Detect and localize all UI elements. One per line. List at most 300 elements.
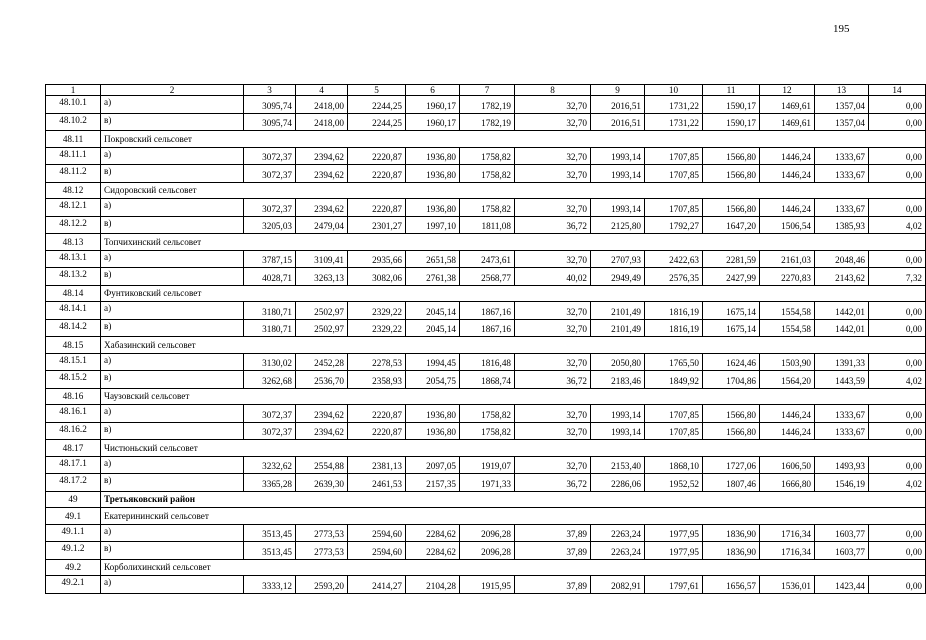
row-code: 48.13.2: [46, 268, 101, 286]
value-cell: 1816,19: [645, 319, 703, 337]
value-cell: 1816,48: [460, 353, 515, 371]
value-cell: 2016,51: [591, 113, 645, 131]
row-code: 48.13.1: [46, 250, 101, 268]
value-cell: 1782,19: [460, 113, 515, 131]
value-cell: 2554,88: [296, 456, 348, 474]
value-cell: 3262,68: [244, 371, 296, 389]
value-cell: 3263,13: [296, 268, 348, 286]
value-cell: 1506,54: [760, 216, 815, 234]
value-cell: 0,00: [869, 319, 926, 337]
value-cell: 1977,95: [645, 524, 703, 542]
value-cell: 1758,82: [460, 147, 515, 165]
row-subitem: в): [101, 165, 244, 183]
value-cell: 1849,92: [645, 371, 703, 389]
row-subitem: а): [101, 147, 244, 165]
section-row: [46, 388, 926, 405]
value-cell: 37,89: [515, 542, 591, 560]
value-cell: 2101,49: [591, 319, 645, 337]
section-row: [46, 285, 926, 302]
value-cell: 2286,06: [591, 474, 645, 492]
value-cell: 1758,82: [460, 405, 515, 423]
section-title: Фунтиковский сельсовет: [101, 285, 926, 302]
value-cell: 1993,14: [591, 165, 645, 183]
value-cell: 1566,80: [703, 165, 760, 183]
section-code: 48.17: [46, 440, 101, 457]
value-cell: 2358,93: [348, 371, 406, 389]
table-row: [46, 542, 926, 560]
value-cell: 1960,17: [406, 113, 460, 131]
section-code: 48.12: [46, 182, 101, 199]
value-cell: 1469,61: [760, 113, 815, 131]
value-cell: 2773,53: [296, 542, 348, 560]
value-cell: 1707,85: [645, 199, 703, 217]
value-cell: 1707,85: [645, 405, 703, 423]
section-row: [46, 559, 926, 576]
value-cell: 1731,22: [645, 96, 703, 114]
value-cell: 4,02: [869, 216, 926, 234]
value-cell: 2594,60: [348, 542, 406, 560]
value-cell: 1590,17: [703, 96, 760, 114]
value-cell: 1493,93: [815, 456, 869, 474]
column-number: 11: [703, 85, 760, 96]
section-title: Чистюньский сельсовет: [101, 440, 926, 457]
column-number: 12: [760, 85, 815, 96]
table-row: [46, 250, 926, 268]
value-cell: 2263,24: [591, 524, 645, 542]
value-cell: 37,89: [515, 576, 591, 594]
column-number: 14: [869, 85, 926, 96]
row-code: 48.16.2: [46, 422, 101, 440]
value-cell: 0,00: [869, 405, 926, 423]
value-cell: 1446,24: [760, 165, 815, 183]
value-cell: 1357,04: [815, 113, 869, 131]
value-cell: 3365,28: [244, 474, 296, 492]
value-cell: 2639,30: [296, 474, 348, 492]
value-cell: 2082,91: [591, 576, 645, 594]
row-code: 48.14.2: [46, 319, 101, 337]
value-cell: 3180,71: [244, 319, 296, 337]
value-cell: 1656,57: [703, 576, 760, 594]
value-cell: 1960,17: [406, 96, 460, 114]
value-cell: 3072,37: [244, 405, 296, 423]
value-cell: 1566,80: [703, 199, 760, 217]
value-cell: 1536,01: [760, 576, 815, 594]
section-title: Покровский сельсовет: [101, 131, 926, 148]
table-row: [46, 199, 926, 217]
row-subitem: в): [101, 268, 244, 286]
table-row: [46, 422, 926, 440]
value-cell: 2394,62: [296, 199, 348, 217]
value-cell: 1811,08: [460, 216, 515, 234]
value-cell: 0,00: [869, 165, 926, 183]
value-cell: 32,70: [515, 319, 591, 337]
value-cell: 0,00: [869, 524, 926, 542]
row-subitem: а): [101, 524, 244, 542]
section-code: 48.15: [46, 337, 101, 354]
value-cell: 0,00: [869, 113, 926, 131]
value-cell: 1333,67: [815, 422, 869, 440]
value-cell: 1446,24: [760, 199, 815, 217]
row-subitem: а): [101, 199, 244, 217]
value-cell: 2394,62: [296, 405, 348, 423]
row-code: 48.10.1: [46, 96, 101, 114]
value-cell: 2935,66: [348, 250, 406, 268]
value-cell: 1446,24: [760, 422, 815, 440]
value-cell: 1666,80: [760, 474, 815, 492]
value-cell: 1443,59: [815, 371, 869, 389]
value-cell: 1816,19: [645, 302, 703, 320]
value-cell: 4028,71: [244, 268, 296, 286]
value-cell: 1566,80: [703, 422, 760, 440]
value-cell: 1994,45: [406, 353, 460, 371]
value-cell: 36,72: [515, 474, 591, 492]
value-cell: 2281,59: [703, 250, 760, 268]
value-cell: 1357,04: [815, 96, 869, 114]
value-cell: 1716,34: [760, 542, 815, 560]
value-cell: 1704,86: [703, 371, 760, 389]
value-cell: 2452,28: [296, 353, 348, 371]
section-title: Сидоровский сельсовет: [101, 182, 926, 199]
value-cell: 3205,03: [244, 216, 296, 234]
value-cell: 2329,22: [348, 302, 406, 320]
row-code: 48.14.1: [46, 302, 101, 320]
value-cell: 3513,45: [244, 542, 296, 560]
value-cell: 1333,67: [815, 199, 869, 217]
value-cell: 3072,37: [244, 165, 296, 183]
value-cell: 1936,80: [406, 147, 460, 165]
value-cell: 2414,27: [348, 576, 406, 594]
value-cell: 1442,01: [815, 319, 869, 337]
row-subitem: а): [101, 576, 244, 594]
value-cell: 2502,97: [296, 302, 348, 320]
value-cell: 2394,62: [296, 422, 348, 440]
row-code: 48.12.2: [46, 216, 101, 234]
value-cell: 2096,28: [460, 524, 515, 542]
value-cell: 1554,58: [760, 319, 815, 337]
value-cell: 2045,14: [406, 319, 460, 337]
value-cell: 2220,87: [348, 165, 406, 183]
value-cell: 1758,82: [460, 199, 515, 217]
value-cell: 1952,52: [645, 474, 703, 492]
row-subitem: в): [101, 542, 244, 560]
table-row: [46, 113, 926, 131]
value-cell: 0,00: [869, 576, 926, 594]
table-row: [46, 524, 926, 542]
column-number: 10: [645, 85, 703, 96]
value-cell: 2220,87: [348, 405, 406, 423]
value-cell: 2949,49: [591, 268, 645, 286]
column-number: 1: [46, 85, 101, 96]
value-cell: 2461,53: [348, 474, 406, 492]
value-cell: 1936,80: [406, 422, 460, 440]
row-code: 49.2.1: [46, 576, 101, 594]
value-cell: 2045,14: [406, 302, 460, 320]
value-cell: 3095,74: [244, 113, 296, 131]
value-cell: 2707,93: [591, 250, 645, 268]
row-subitem: а): [101, 302, 244, 320]
row-code: 48.16.1: [46, 405, 101, 423]
value-cell: 1446,24: [760, 405, 815, 423]
value-cell: 1554,58: [760, 302, 815, 320]
row-subitem: а): [101, 456, 244, 474]
section-code: 49.2: [46, 559, 101, 576]
row-code: 48.10.2: [46, 113, 101, 131]
value-cell: 0,00: [869, 96, 926, 114]
row-subitem: в): [101, 113, 244, 131]
value-cell: 2394,62: [296, 147, 348, 165]
table-row: [46, 268, 926, 286]
row-code: 48.11.1: [46, 147, 101, 165]
column-number: 4: [296, 85, 348, 96]
value-cell: 1758,82: [460, 165, 515, 183]
value-cell: 2473,61: [460, 250, 515, 268]
value-cell: 0,00: [869, 422, 926, 440]
table-row: [46, 147, 926, 165]
value-cell: 3095,74: [244, 96, 296, 114]
value-cell: 2593,20: [296, 576, 348, 594]
value-cell: 2270,83: [760, 268, 815, 286]
section-title: Екатерининский сельсовет: [101, 508, 926, 525]
value-cell: 1919,07: [460, 456, 515, 474]
table-row: [46, 319, 926, 337]
value-cell: 2651,58: [406, 250, 460, 268]
value-cell: 36,72: [515, 371, 591, 389]
value-cell: 32,70: [515, 456, 591, 474]
value-cell: 1603,77: [815, 542, 869, 560]
value-cell: 2418,00: [296, 96, 348, 114]
value-cell: 3787,15: [244, 250, 296, 268]
value-cell: 32,70: [515, 353, 591, 371]
value-cell: 3232,62: [244, 456, 296, 474]
value-cell: 3109,41: [296, 250, 348, 268]
value-cell: 3130,02: [244, 353, 296, 371]
value-cell: 1731,22: [645, 113, 703, 131]
value-cell: 1446,24: [760, 147, 815, 165]
value-cell: 0,00: [869, 250, 926, 268]
row-subitem: в): [101, 474, 244, 492]
value-cell: 2220,87: [348, 147, 406, 165]
section-title: Топчихинский сельсовет: [101, 234, 926, 251]
page-number: 195: [833, 23, 850, 35]
value-cell: 40,02: [515, 268, 591, 286]
row-code: 48.11.2: [46, 165, 101, 183]
value-cell: 2418,00: [296, 113, 348, 131]
value-cell: 2773,53: [296, 524, 348, 542]
section-row: [46, 440, 926, 457]
column-number: 6: [406, 85, 460, 96]
value-cell: 0,00: [869, 199, 926, 217]
value-cell: 1675,14: [703, 319, 760, 337]
value-cell: 3180,71: [244, 302, 296, 320]
value-cell: 2427,99: [703, 268, 760, 286]
value-cell: 32,70: [515, 113, 591, 131]
column-number: 13: [815, 85, 869, 96]
value-cell: 2054,75: [406, 371, 460, 389]
value-cell: 2502,97: [296, 319, 348, 337]
section-row: [46, 508, 926, 525]
row-subitem: в): [101, 422, 244, 440]
section-row: [46, 337, 926, 354]
row-code: 48.17.2: [46, 474, 101, 492]
table-row: [46, 371, 926, 389]
value-cell: 1716,34: [760, 524, 815, 542]
value-cell: 2263,24: [591, 542, 645, 560]
row-subitem: а): [101, 353, 244, 371]
value-cell: 4,02: [869, 474, 926, 492]
row-code: 48.17.1: [46, 456, 101, 474]
value-cell: 1792,27: [645, 216, 703, 234]
value-cell: 2016,51: [591, 96, 645, 114]
value-cell: 3082,06: [348, 268, 406, 286]
value-cell: 1997,10: [406, 216, 460, 234]
value-cell: 1915,95: [460, 576, 515, 594]
value-cell: 1333,67: [815, 147, 869, 165]
value-cell: 3072,37: [244, 147, 296, 165]
value-cell: 2220,87: [348, 199, 406, 217]
value-cell: 2284,62: [406, 542, 460, 560]
value-cell: 1333,67: [815, 405, 869, 423]
section-code: 49.1: [46, 508, 101, 525]
value-cell: 3072,37: [244, 422, 296, 440]
value-cell: 1566,80: [703, 147, 760, 165]
value-cell: 0,00: [869, 147, 926, 165]
row-code: 49.1.2: [46, 542, 101, 560]
table-row: [46, 353, 926, 371]
value-cell: 1503,90: [760, 353, 815, 371]
value-cell: 32,70: [515, 165, 591, 183]
value-cell: 1765,50: [645, 353, 703, 371]
value-cell: 1391,33: [815, 353, 869, 371]
value-cell: 1936,80: [406, 165, 460, 183]
value-cell: 2761,38: [406, 268, 460, 286]
value-cell: 1782,19: [460, 96, 515, 114]
column-number: 3: [244, 85, 296, 96]
value-cell: 2048,46: [815, 250, 869, 268]
section-code: 48.16: [46, 388, 101, 405]
value-cell: 2220,87: [348, 422, 406, 440]
value-cell: 1758,82: [460, 422, 515, 440]
column-number: 7: [460, 85, 515, 96]
value-cell: 1993,14: [591, 147, 645, 165]
column-number: 8: [515, 85, 591, 96]
value-cell: 2153,40: [591, 456, 645, 474]
value-cell: 2050,80: [591, 353, 645, 371]
table-row: [46, 302, 926, 320]
value-cell: 1423,44: [815, 576, 869, 594]
table-row: [46, 456, 926, 474]
row-subitem: в): [101, 319, 244, 337]
value-cell: 2576,35: [645, 268, 703, 286]
value-cell: 2161,03: [760, 250, 815, 268]
value-cell: 1836,90: [703, 524, 760, 542]
value-cell: 2422,63: [645, 250, 703, 268]
value-cell: 3072,37: [244, 199, 296, 217]
value-cell: 1971,33: [460, 474, 515, 492]
value-cell: 36,72: [515, 216, 591, 234]
section-row: [46, 234, 926, 251]
value-cell: 1590,17: [703, 113, 760, 131]
value-cell: 1333,67: [815, 165, 869, 183]
value-cell: 2394,62: [296, 165, 348, 183]
value-cell: 1546,19: [815, 474, 869, 492]
value-cell: 1836,90: [703, 542, 760, 560]
row-subitem: в): [101, 216, 244, 234]
value-cell: 1977,95: [645, 542, 703, 560]
value-cell: 1647,20: [703, 216, 760, 234]
table-row: [46, 165, 926, 183]
value-cell: 1707,85: [645, 165, 703, 183]
section-code: 48.11: [46, 131, 101, 148]
row-subitem: а): [101, 96, 244, 114]
section-title: Корболихинский сельсовет: [101, 559, 926, 576]
row-code: 48.15.2: [46, 371, 101, 389]
value-cell: 4,02: [869, 371, 926, 389]
value-cell: 1993,14: [591, 199, 645, 217]
value-cell: 1675,14: [703, 302, 760, 320]
value-cell: 2381,13: [348, 456, 406, 474]
value-cell: 1707,85: [645, 422, 703, 440]
value-cell: 2329,22: [348, 319, 406, 337]
value-cell: 2096,28: [460, 542, 515, 560]
value-cell: 3333,12: [244, 576, 296, 594]
table-row: [46, 96, 926, 114]
value-cell: 2536,70: [296, 371, 348, 389]
value-cell: 2244,25: [348, 113, 406, 131]
value-cell: 32,70: [515, 96, 591, 114]
value-cell: 2244,25: [348, 96, 406, 114]
column-number-row: [46, 85, 926, 96]
value-cell: 2301,27: [348, 216, 406, 234]
value-cell: 2157,35: [406, 474, 460, 492]
value-cell: 2101,49: [591, 302, 645, 320]
value-cell: 2125,80: [591, 216, 645, 234]
value-cell: 1868,10: [645, 456, 703, 474]
value-cell: 1936,80: [406, 199, 460, 217]
row-code: 48.15.1: [46, 353, 101, 371]
section-title: Третьяковский район: [101, 491, 926, 508]
value-cell: 2284,62: [406, 524, 460, 542]
value-cell: 32,70: [515, 405, 591, 423]
value-cell: 1603,77: [815, 524, 869, 542]
row-subitem: а): [101, 405, 244, 423]
section-title: Чаузовский сельсовет: [101, 388, 926, 405]
table-row: [46, 474, 926, 492]
value-cell: 32,70: [515, 199, 591, 217]
value-cell: 32,70: [515, 302, 591, 320]
row-code: 49.1.1: [46, 524, 101, 542]
value-cell: 0,00: [869, 542, 926, 560]
value-cell: 1936,80: [406, 405, 460, 423]
value-cell: 1707,85: [645, 147, 703, 165]
section-code: 48.13: [46, 234, 101, 251]
table-row: [46, 216, 926, 234]
value-cell: 1385,93: [815, 216, 869, 234]
section-title: Хабазинский сельсовет: [101, 337, 926, 354]
value-cell: 3513,45: [244, 524, 296, 542]
section-row: [46, 182, 926, 199]
value-cell: 2479,04: [296, 216, 348, 234]
value-cell: 0,00: [869, 302, 926, 320]
value-cell: 0,00: [869, 456, 926, 474]
row-subitem: а): [101, 250, 244, 268]
section-code: 48.14: [46, 285, 101, 302]
value-cell: 32,70: [515, 250, 591, 268]
value-cell: 7,32: [869, 268, 926, 286]
value-cell: 2097,05: [406, 456, 460, 474]
value-cell: 1807,46: [703, 474, 760, 492]
value-cell: 1993,14: [591, 422, 645, 440]
section-code: 49: [46, 491, 101, 508]
